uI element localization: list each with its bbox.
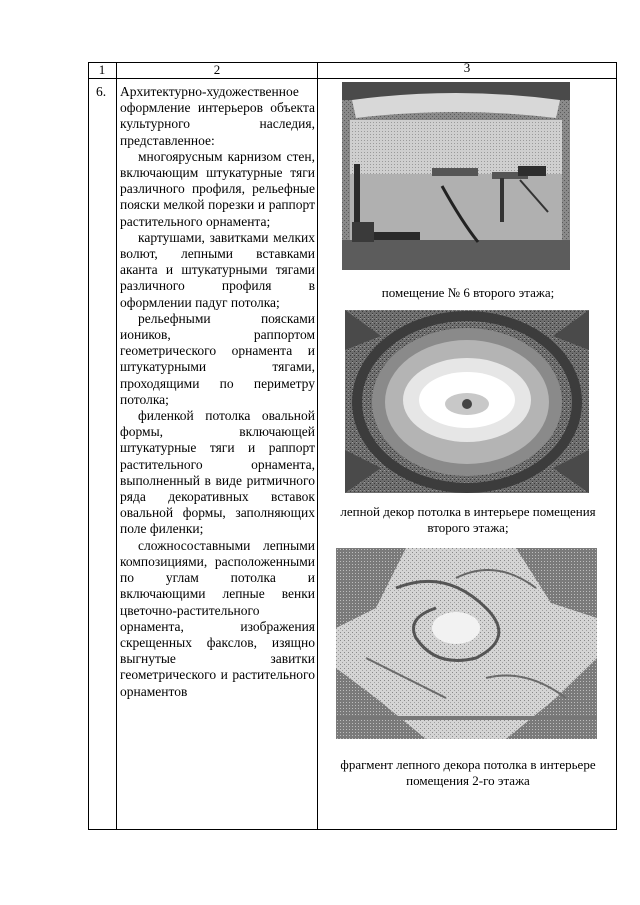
table-border-left <box>88 62 89 830</box>
caption-photo-1: помещение № 6 второго этажа; <box>381 285 555 300</box>
description-item-cartouches: картушами, завитками мелких волют, лепными вставками аканта и штукатурными тягами различного профиля в оформлении падуг потолка; <box>120 229 315 310</box>
caption-photo-2-text: лепной декор потолка в интерьере помещения второго этажа; <box>340 504 596 535</box>
table-border-right <box>616 62 617 830</box>
photo-ceiling-fragment <box>336 548 597 739</box>
table-col-divider-2 <box>317 62 318 830</box>
header-col-1: 1 <box>98 62 106 77</box>
description-item-oval-panel: филенкой потолка овальной формы, включающей штукатурные тяги и раппорт растительного орнамента, выполненный в виде ритмичного ряда декоративных вставок овальной формы, заполняющих поле филенки; <box>120 408 315 537</box>
description-item-corner-compositions: сложносоставными лепными композициями, расположенными по углам потолка и включающими лепные венки цветочно-растительного орнамента, изображения скрещенных факслов, изящно выгнутые завитки геометрического и растительного орнаментов <box>120 537 315 699</box>
table-border-bottom <box>88 829 617 830</box>
header-col-2: 2 <box>213 62 221 77</box>
photo-ceiling-oval <box>345 310 589 493</box>
table-col-divider-1 <box>116 62 117 830</box>
description-intro: Архитектурно-художественное оформление интерьеров объекта культурного наследия, представленное: <box>120 84 315 148</box>
header-col-3: 3 <box>463 60 471 75</box>
row-number: 6. <box>96 84 107 99</box>
description-item-cornice: многоярусным карнизом стен, включающим штукатурные тяги различного профиля, рельефные пояски мелкой порезки и раппорт растительного орнамента; <box>120 148 315 229</box>
table-header-divider <box>88 78 617 79</box>
photo-room-6 <box>342 82 570 270</box>
caption-photo-2 <box>330 504 606 536</box>
object-description <box>120 84 315 700</box>
description-item-ionic-bands: рельефными поясками иоников, раппортом геометрического орнамента и штукатурными тягами, проходящими по периметру потолка; <box>120 310 315 407</box>
caption-photo-3: фрагмент лепного декора потолка в интерьере помещения 2-го этажа <box>340 757 596 788</box>
